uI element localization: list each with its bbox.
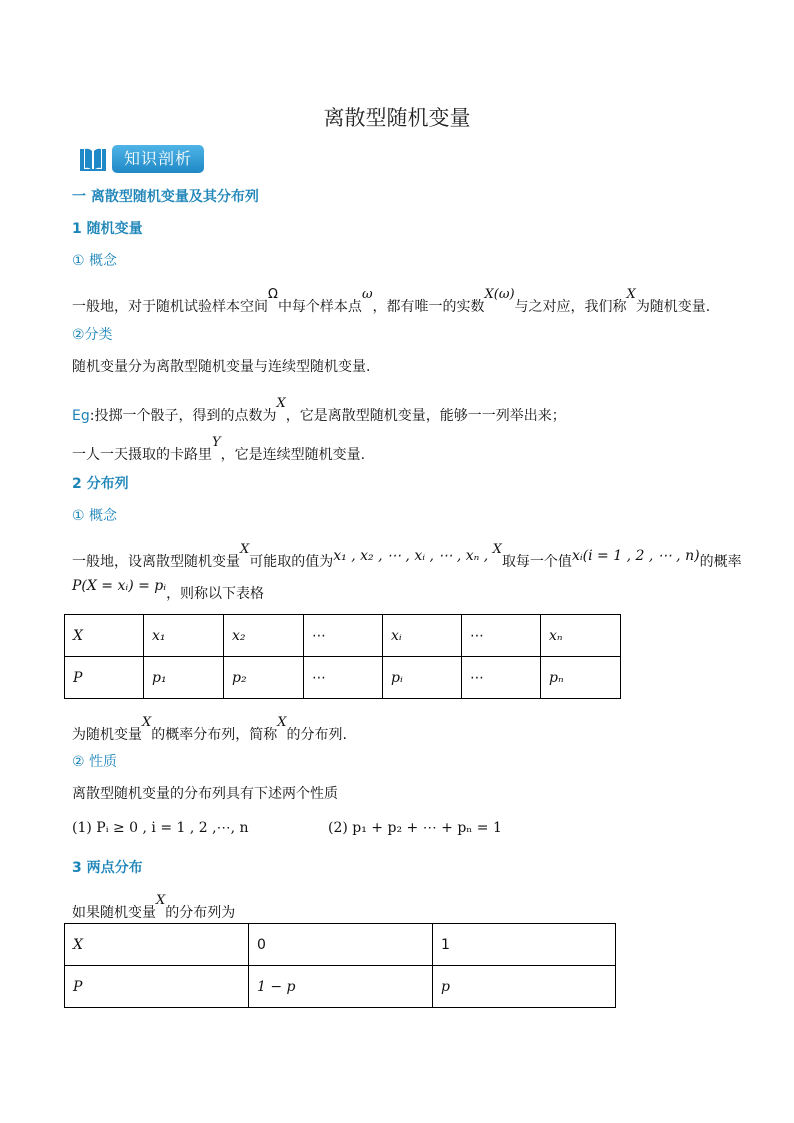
table-row [65, 657, 621, 699]
text-span: 与之对应，我们称 [514, 299, 627, 315]
book-icon [78, 145, 108, 173]
math-x: X [142, 715, 152, 730]
text-span: ，它是离散型随机变量，能够一一列举出来； [285, 408, 566, 424]
math-x: X [626, 287, 636, 302]
subheading-concept-1: ① 概念 [72, 253, 118, 269]
paragraph-example-calorie [72, 435, 366, 464]
text-span: 取每一个值 [501, 554, 572, 570]
math-x: X [240, 542, 250, 557]
table-cell: 0 [249, 924, 433, 966]
text-span: 一般地，对于随机试验样本空间 [72, 299, 268, 315]
math-x-omega: X(ω) [484, 287, 515, 302]
paragraph-two-point [72, 893, 236, 922]
table-cell: 1 [433, 924, 616, 966]
text-span: 的概率分布列，简称 [151, 727, 278, 743]
subheading-concept-2: ① 概念 [72, 508, 118, 524]
text-span: 为随机变量 [72, 727, 142, 743]
subheading-properties: ② 性质 [72, 754, 118, 770]
paragraph-classification: 随机变量分为离散型随机变量与连续型随机变量. [72, 359, 371, 375]
property-1: (1) Pᵢ ≥ 0 , i = 1 , 2 ,⋯, n [72, 820, 249, 836]
math-x: X [492, 542, 502, 557]
text-span: ，它是连续型随机变量. [220, 447, 366, 463]
math-omega: ω [361, 287, 373, 302]
page-title: 离散型随机变量 [323, 106, 471, 130]
math-x: X [276, 396, 286, 411]
table-cell: P [65, 966, 249, 1008]
table-row [65, 615, 621, 657]
distribution-table [64, 614, 621, 699]
table-cell: p₁ [144, 657, 224, 699]
text-span: ，则称以下表格 [166, 586, 265, 602]
math-omega-cap: Ω [268, 287, 278, 302]
table-cell: ⋯ [304, 657, 383, 699]
text-span: :投掷一个骰子，得到的点数为 [89, 408, 277, 424]
table-cell: p [433, 966, 616, 1008]
table-cell: X [65, 924, 249, 966]
text-span: 一般地，设离散型随机变量 [72, 554, 240, 570]
table-cell: p₂ [224, 657, 304, 699]
table-cell: X [65, 615, 144, 657]
table-cell: pₙ [541, 657, 621, 699]
paragraph-probability [72, 578, 265, 603]
table-cell: ⋯ [462, 657, 541, 699]
math-probability: P(X = xᵢ) = pᵢ [72, 578, 167, 594]
text-span: 中每个样本点 [277, 299, 362, 315]
text-span: 如果随机变量 [72, 905, 156, 921]
section-badge [78, 144, 204, 174]
text-span: ，都有唯一的实数 [372, 299, 485, 315]
text-span: 一人一天摄取的卡路里 [72, 447, 212, 463]
math-x: X [277, 715, 287, 730]
math-y: Y [212, 435, 221, 450]
table-cell: 1 − p [249, 966, 433, 1008]
table-row [65, 924, 616, 966]
paragraph-table-caption [72, 715, 347, 744]
table-cell: x₁ [144, 615, 224, 657]
paragraph-distribution-def [72, 542, 742, 571]
table-row [65, 966, 616, 1008]
text-span: 的概率 [699, 554, 742, 570]
property-2: (2) p₁ + p₂ + ⋯ + pₙ = 1 [328, 820, 502, 836]
subheading-distribution: 2 分布列 [72, 476, 129, 492]
section-heading-1: 一 离散型随机变量及其分布列 [72, 189, 259, 205]
table-cell: ⋯ [462, 615, 541, 657]
math-xi: xᵢ(i = 1 , 2 , ⋯ , n) [571, 548, 700, 564]
math-values: x₁ , x₂ , ⋯ , xᵢ , ⋯ , xₙ , [333, 548, 489, 564]
text-span: 可能取的值为 [249, 554, 334, 570]
table-cell: P [65, 657, 144, 699]
paragraph-properties: 离散型随机变量的分布列具有下述两个性质 [72, 786, 338, 802]
table-cell: ⋯ [304, 615, 383, 657]
text-span: 的分布列为 [165, 905, 236, 921]
table-cell: x₂ [224, 615, 304, 657]
table-cell: xᵢ [383, 615, 462, 657]
table-cell: xₙ [541, 615, 621, 657]
example-label: Eg [72, 408, 90, 424]
text-span: 为随机变量. [635, 299, 711, 315]
text-span: 的分布列. [286, 727, 347, 743]
two-point-table [64, 923, 616, 1008]
subheading-classification: ②分类 [72, 327, 113, 343]
subheading-random-variable: 1 随机变量 [72, 221, 143, 237]
badge-label: 知识剖析 [112, 145, 204, 173]
math-x: X [156, 893, 166, 908]
paragraph-example-dice [72, 396, 566, 425]
table-cell: pᵢ [383, 657, 462, 699]
paragraph-definition [72, 287, 711, 316]
subheading-two-point: 3 两点分布 [72, 860, 143, 876]
